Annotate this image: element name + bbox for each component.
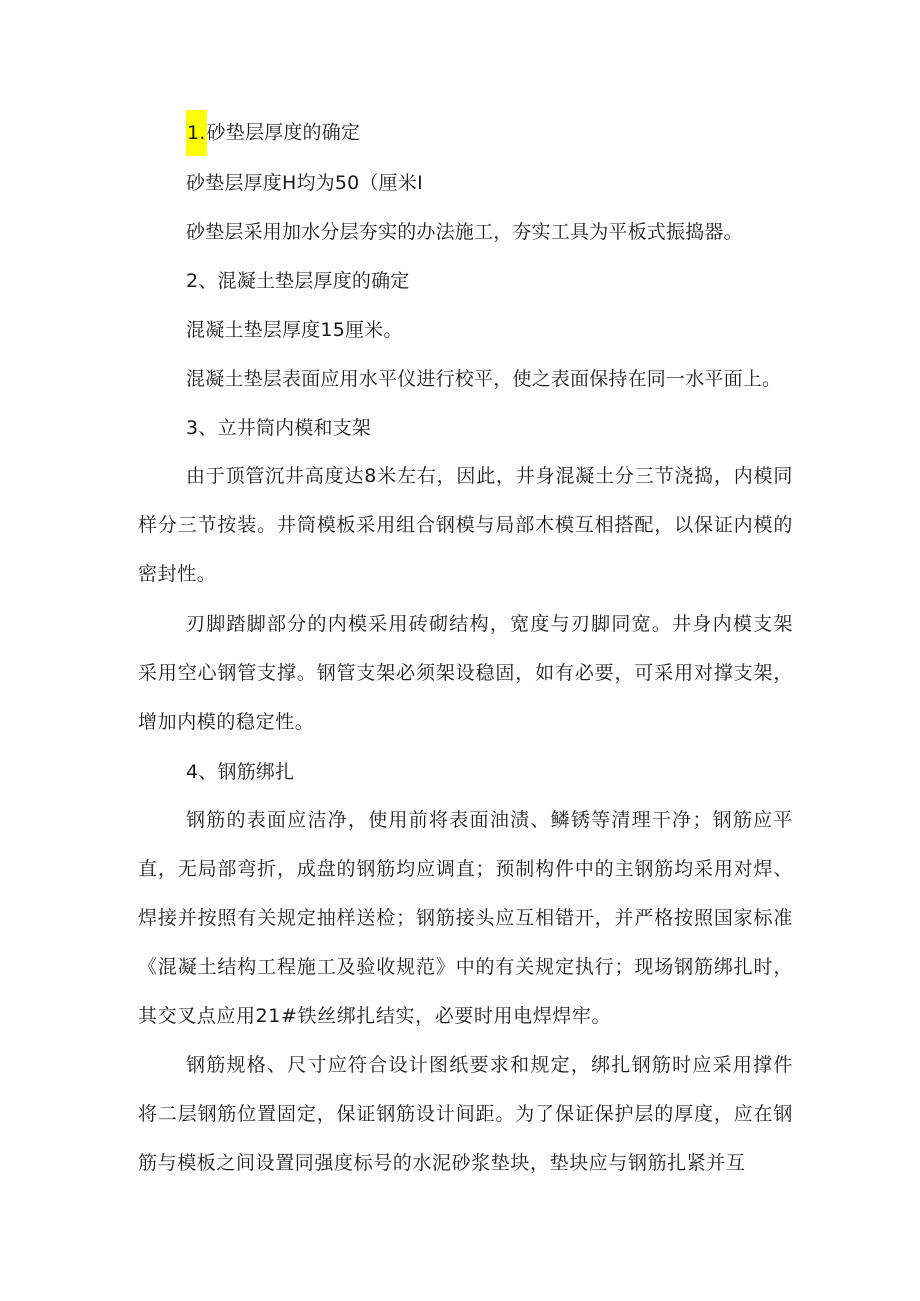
section-3-paragraph-2: 刃脚踏脚部分的内模采用砖砌结构，宽度与刃脚同宽。井身内模支架采用空心钢管支撑。钢管支架必须架设稳固，如有必要，可采用对撑支架，增加内模的稳定性。 [138,613,793,733]
section-1-number-highlight: 1. [186,110,207,156]
section-4-paragraph-2: 钢筋规格、尺寸应符合设计图纸要求和规定，绑扎钢筋时应采用撑件将二层钢筋位置固定，保证钢筋设计间距。为了保证保护层的厚度，应在钢筋与模板之间设置同强度标号的水泥砂浆垫块，垫块应与钢筋扎紧并互 [138,1054,793,1174]
section-1-heading [186,110,360,156]
section-1-heading-text: 砂垫层厚度的确定 [206,121,361,144]
section-2-line-1: 混凝土垫层厚度15厘米。 [186,319,403,341]
section-2-line-2: 混凝土垫层表面应用水平仪进行校平，使之表面保持在同一水平面上。 [186,368,782,390]
section-2-heading: 2、混凝土垫层厚度的确定 [186,270,410,292]
section-1-line-2: 砂垫层采用加水分层夯实的办法施工，夯实工具为平板式振捣器。 [186,221,743,243]
section-1-line-1: 砂垫层厚度H均为50（厘米I [186,172,423,194]
section-4-paragraph-1: 钢筋的表面应洁净，使用前将表面油渍、鳞锈等清理干净；钢筋应平直，无局部弯折，成盘的钢筋均应调直；预制构件中的主钢筋均采用对焊、焊接并按照有关规定抽样送检；钢筋接头应互相错开，并严格按照国家标准《混凝土结构工程施工及验收规范》中的有关规定执行；现场钢筋绑扎时，其交叉点应用21#铁丝绑扎结实，必要时用电焊焊牢。 [138,809,793,1027]
section-3-paragraph-1: 由于顶管沉井高度达8米左右，因此，井身混凝土分三节浇捣，内模同样分三节按装。井筒模板采用组合钢模与局部木模互相搭配，以保证内模的密封性。 [138,465,793,585]
section-4-heading: 4、钢筋绑扎 [186,761,295,783]
section-3-heading: 3、立井筒内模和支架 [186,417,372,439]
